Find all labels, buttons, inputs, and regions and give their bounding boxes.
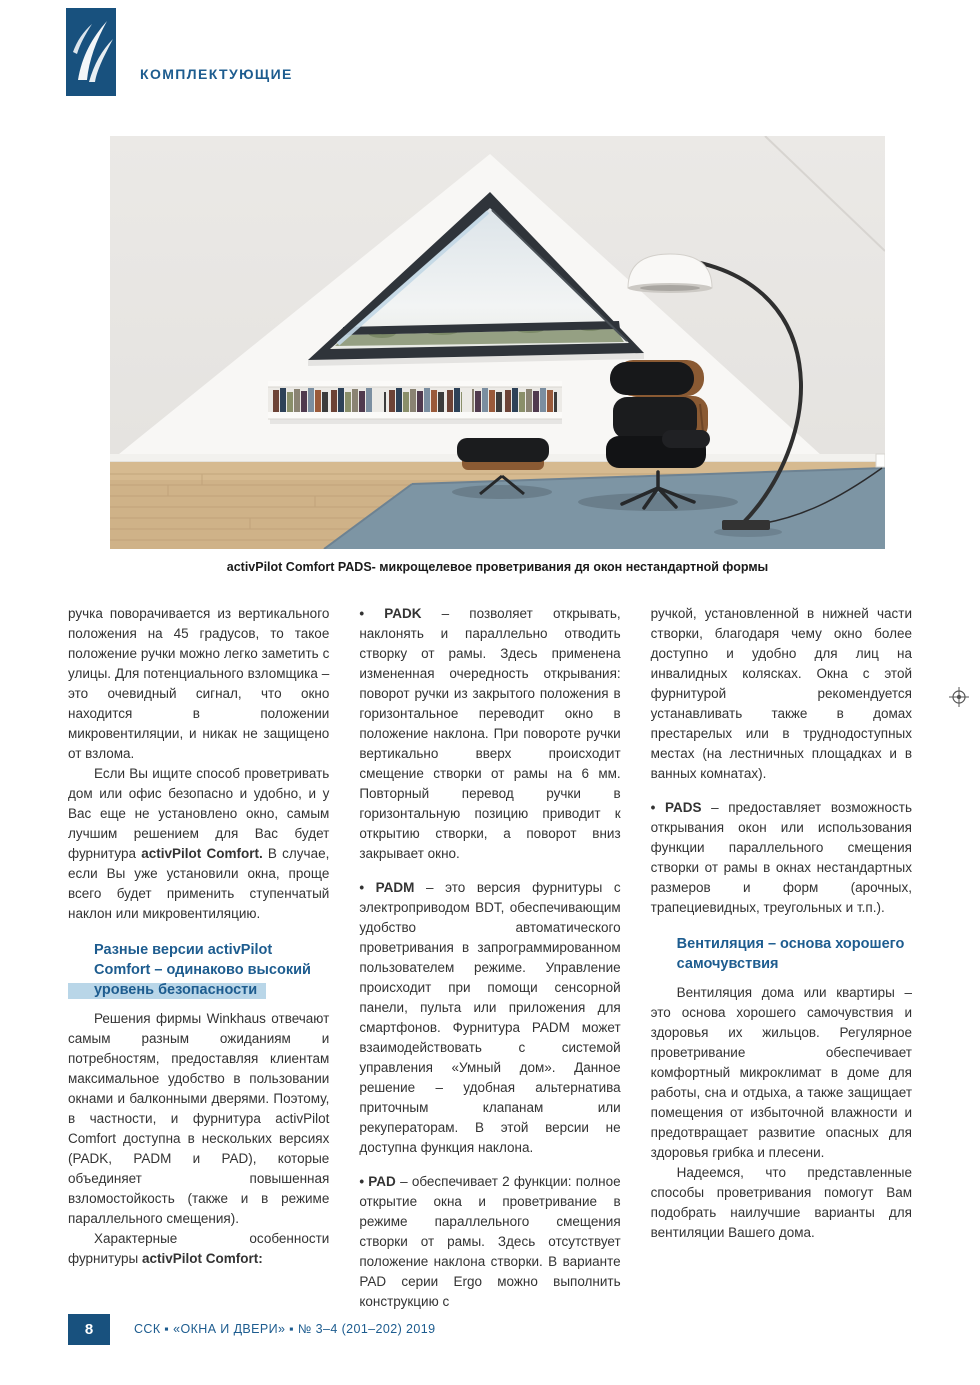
body-paragraph: Вентиляция дома или квартиры – это основа хорошего самочувствия и здоровья их жильцов. Регулярное проветривание обеспечивает комфортный микроклимат в доме для работы, сна и отдыха, а также защищает помещения от избыточной влажности и предотвращает развитие опасных для здоровья грибка и плесени. [650, 985, 912, 1160]
body-paragraph: Характерные особенности фурнитуры activPilot Comfort: [68, 1231, 330, 1266]
text-column-1 [68, 604, 329, 1312]
column-heading: Вентиляция – основа хорошего самочувствия [676, 936, 905, 972]
body-paragraph: ручка поворачивается из вертикального положения на 45 градусов, то такое положение ручки можно легко заметить с улицы. Для потенциального взломщика – это очевидный сигнал, что окно находится в положении микровентиляции, и никак не защищено от взлома. [68, 606, 330, 761]
body-paragraph: • PADM – это версия фурнитуры с электроприводом BDT, обеспечивающим удобство автоматического проветривания в запрограммированном пользователем режиме. Управление происходит при помощи сенсорной панели, пульта или приложения для смартфонов. Фурнитура PADM может взаимодействовать с системой управления «Умный дом». Данное решение – удобная альтернатива приточным клапанам или рекуператорам. В этой версии не доступна функция наклона. [359, 880, 621, 1155]
attic-room-illustration [110, 136, 885, 549]
page-number: 8 [84, 1321, 94, 1338]
chair-armrest [662, 430, 710, 448]
body-paragraph: • PAD – обеспечивает 2 функции: полное открытие окна и проветривание в режиме параллельного смещения створки от рамы. Здесь отсутствует положение наклона створки. В варианте PAD серии Ergo можно выполнить конструкцию с [359, 1174, 621, 1309]
journal-footer-line: ССК ▪ «ОКНА И ДВЕРИ» ▪ № 3–4 (201–202) 2019 [134, 1322, 436, 1336]
text-column-2 [359, 604, 620, 1312]
body-paragraph: ручкой, установленной в нижней части створки, благодаря чему окно более доступно и удобно для лиц на инвалидных колясках. Окна с этой фурнитурой рекомендуется устанавливать также в домах престарелых или в труднодоступных местах (на лестничных площадках и в ванных комнатах). [650, 606, 912, 781]
wall-outlet [876, 454, 885, 467]
column-heading: Разные версии activPilot Comfort – одинаково высокий уровень безопасности [94, 940, 329, 1000]
section-label: КОМПЛЕКТУЮЩИЕ [140, 66, 293, 82]
publisher-logo [66, 8, 116, 96]
bookshelf [268, 381, 562, 424]
body-paragraph: • PADS – предоставляет возможность открывания окон или использования функции параллельного смещения створки от рамы в окнах нестандартных размеров и форм (арочных, трапециевидных, треугольных и т.п.). [650, 800, 912, 915]
page-number-badge [68, 1314, 110, 1345]
ottoman [452, 438, 552, 499]
body-paragraph: Если Вы ищите способ проветривать дом или офис безопасно и удобно, и у Вас еще не установлено окно, самым лучшим решением для Вас будет фурнитура activPilot Comfort. В случае, если Вы уже установили окна, проще всего будет применить ступенчатый наклон или микровентиляцию. [68, 766, 330, 921]
article-body [68, 604, 912, 1312]
body-paragraph: • PADK – позволяет открывать, наклонять и параллельно отводить створку от рамы. Здесь применена измененная очередность открывания: поворот ручки из закрытого положения в горизонтальное переводит окно в положение наклона. При повороте ручки вертикально вверх происходит смещение створки от рамы на 6 мм. Повторный перевод ручки в горизонтальную позицию приводит к открытию створки, а поворот вниз закрывает окно. [359, 606, 621, 861]
text-column-3 [651, 604, 912, 1312]
registration-mark-icon [948, 686, 970, 708]
photo-caption: activPilot Comfort PADS- микрощелевое проветривания дя окон нестандартной формы [226, 560, 769, 574]
book-row [273, 388, 557, 412]
logo-swoosh-icon [66, 8, 116, 96]
body-paragraph: Надеемся, что представленные способы проветривания помогут Вам подобрать наилучшие варианты для вентиляции Вашего дома. [650, 1165, 912, 1240]
body-paragraph: Решения фирмы Winkhaus отвечают самым разным ожиданиям и потребностям, предоставляя клиентам максимальное удобство в пользовании окнами и балконными дверями. Поэтому, в частности, и фурнитура activPilot Comfort доступна в нескольких версиях (PADK, PADM и PAD), которые объединяет повышенная взломостойкость (также и в режиме параллельного смещения). [68, 1011, 330, 1226]
hero-photo [110, 136, 885, 549]
